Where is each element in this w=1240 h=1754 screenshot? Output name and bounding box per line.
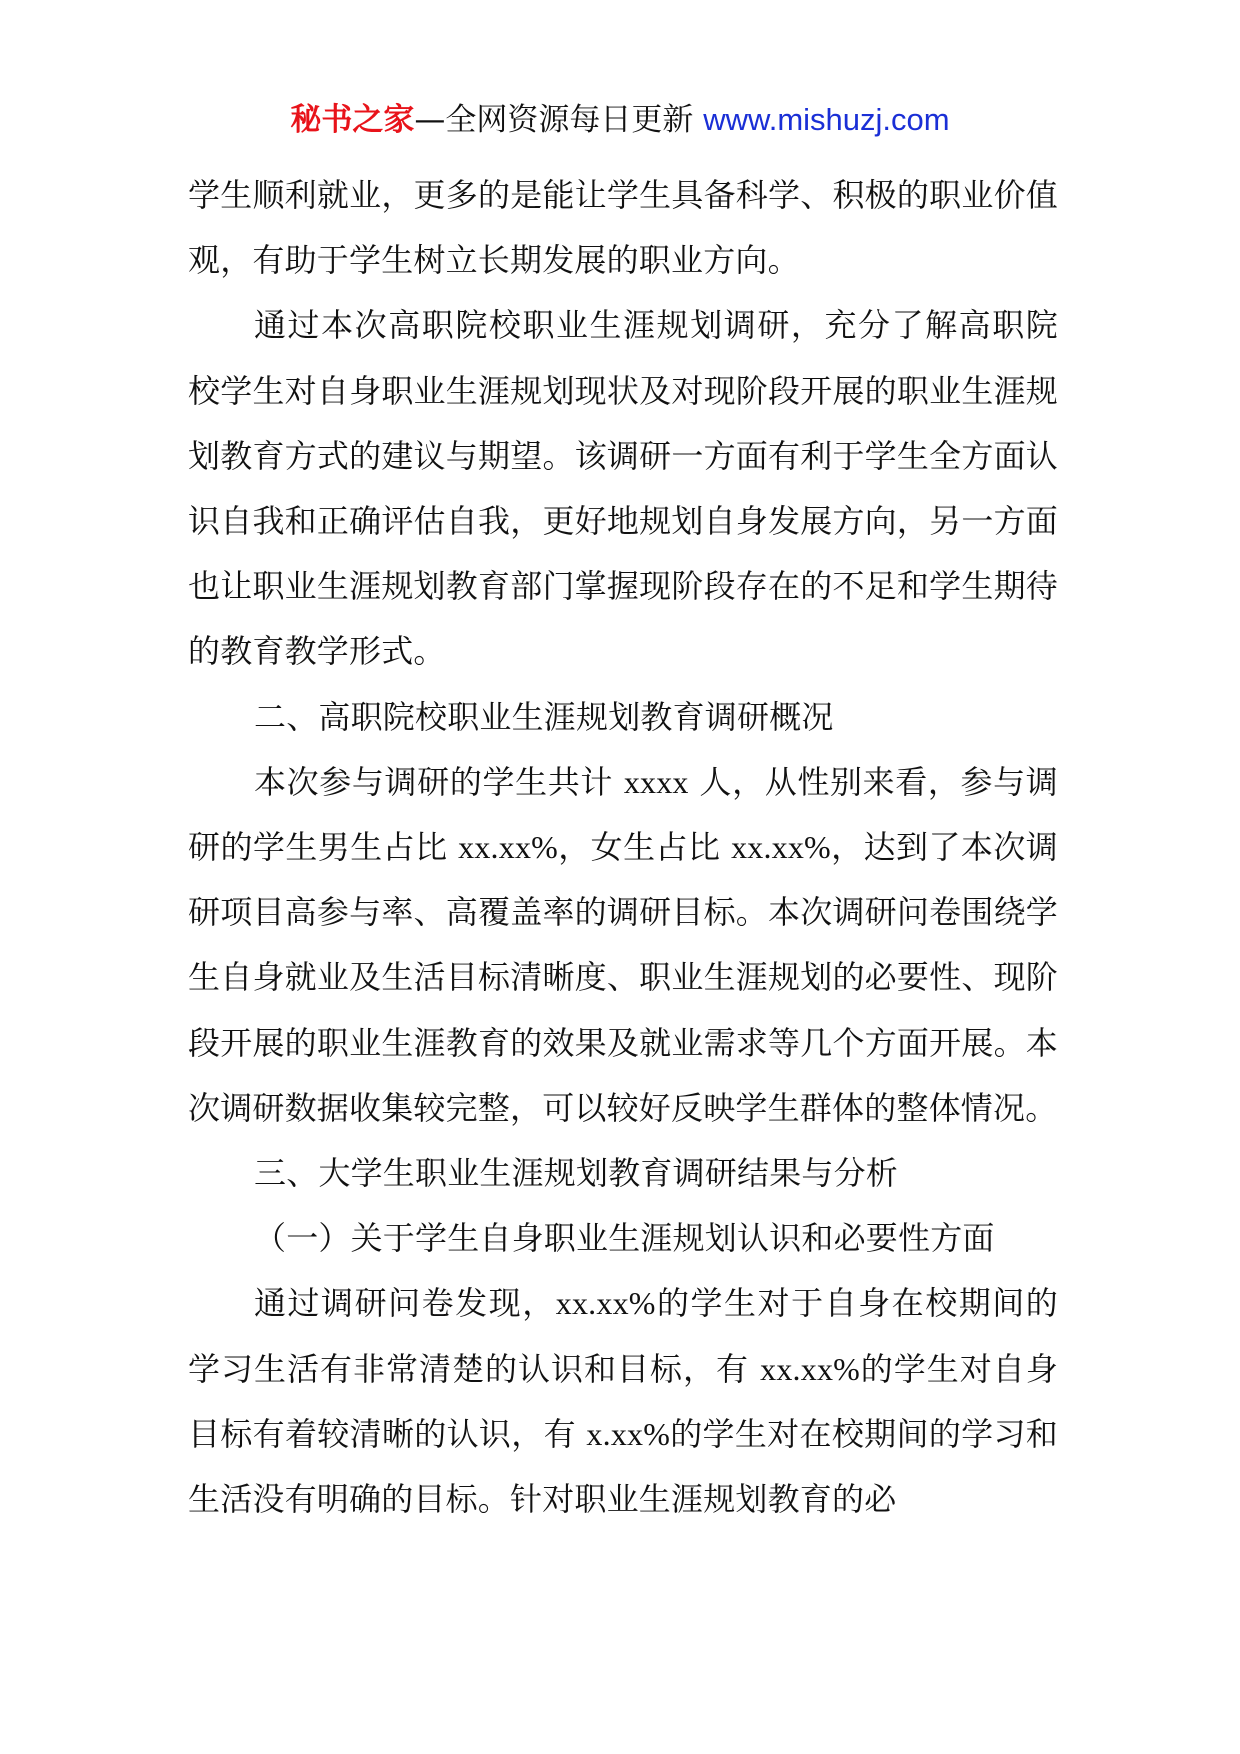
brand-name: 秘书之家 [290,102,415,138]
paragraph-1: 学生顺利就业，更多的是能让学生具备科学、积极的职业价值观，有助于学生树立长期发展的职业方向。 [188,176,1058,280]
paragraph-3: 本次参与调研的学生共计 xxxx 人，从性别来看，参与调研的学生男生占比 xx.xx%，女生占比 xx.xx%，达到了本次调研项目高参与率、高覆盖率的调研目标。本次调研问卷围绕学生自身就业及生活目标清晰度、职业生涯规划的必要性、现阶段开展的职业生涯教育的效果及就业需求等几个方面开展。本次调研数据收集较完整，可以较好反映学生群体的整体情况。 [188,762,1059,1127]
website-link[interactable]: www.mishuzj.com [703,102,950,137]
header-tagline: —全网资源每日更新 [414,102,704,138]
section-heading-3: 三、大学生职业生涯规划教育调研结果与分析 [254,1154,899,1193]
paragraph-2: 通过本次高职院校职业生涯规划调研，充分了解高职院校学生对自身职业生涯规划现状及对现阶段开展的职业生涯规划教育方式的建议与期望。该调研一方面有利于学生全方面认识自我和正确评估自我，更好地规划自身发展方向，另一方面也让职业生涯规划教育部门掌握现阶段存在的不足和学生期待的教育教学形式。 [188,306,1058,671]
paragraph-4: 通过调研问卷发现，xx.xx%的学生对于自身在校期间的学习生活有非常清楚的认识和目标，有 xx.xx%的学生对自身目标有着较清晰的认识，有 x.xx%的学生对在校期间的学习和生活没有明确的目标。针对职业生涯规划教育的必 [188,1284,1058,1519]
document-body [188,163,1058,1532]
section-heading-2: 二、高职院校职业生涯规划教育调研概况 [254,697,834,736]
page-header [0,98,1240,142]
subsection-heading-3-1: （一）关于学生自身职业生涯规划认识和必要性方面 [254,1219,995,1258]
